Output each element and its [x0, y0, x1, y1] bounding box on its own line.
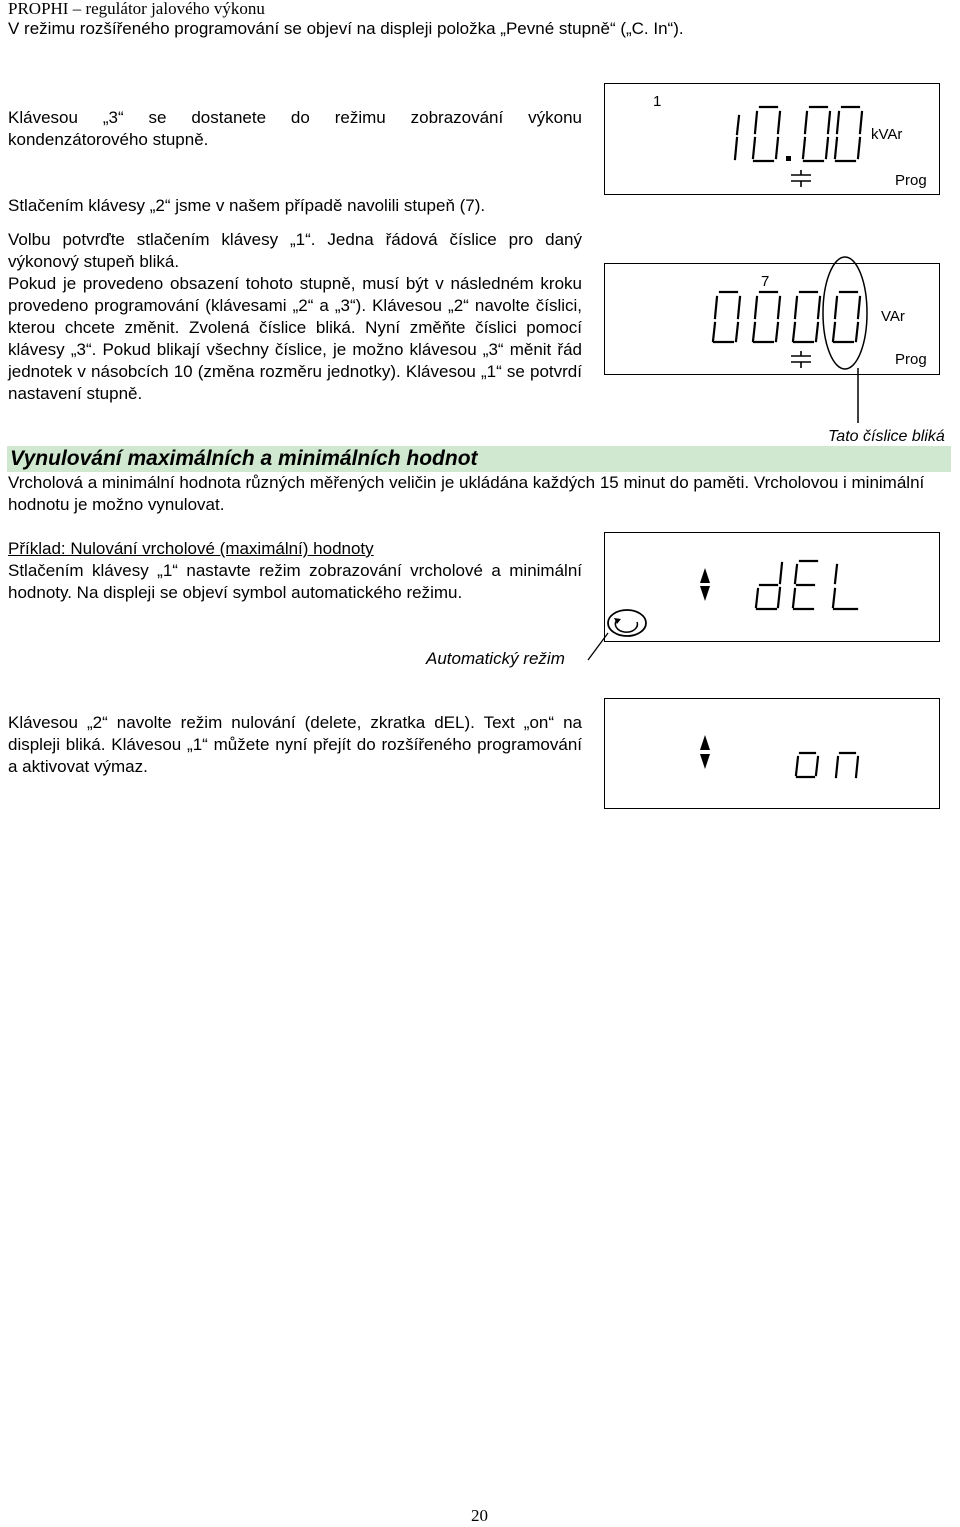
blink-highlight	[0, 0, 960, 460]
prog-label: Prog	[895, 172, 927, 189]
intro-text: V režimu rozšířeného programování se objeví na displeji položka „Pevné stupně“ („C. In“).	[8, 19, 684, 38]
page-number: 20	[471, 1506, 488, 1525]
unit-label: VAr	[881, 308, 905, 325]
blink-caption: Tato číslice bliká	[828, 428, 945, 445]
section-body: Vrcholová a minimální hodnota různých měřených veličin je ukládána každých 15 minut do paměti. Vrcholovou i minimální hodnotu je možno vynulovat.	[8, 473, 925, 514]
unit-label: kVAr	[871, 126, 903, 143]
prog-label: Prog	[895, 351, 927, 368]
seven-segment-on	[605, 699, 941, 810]
lcd-display-on	[604, 698, 940, 809]
step-number: 1	[653, 93, 662, 110]
paragraph-delete: Klávesou „2“ navolte režim nulování (delete, zkratka dEL). Text „on“ na displeji bliká. Klávesou „1“ můžete nyní přejít do rozšířeného programování a aktivovat výmaz.	[8, 713, 582, 776]
section-title: Vynulování maximálních a minimálních hodnot	[10, 447, 478, 470]
step-number: 7	[761, 273, 770, 290]
paragraph-key1: Volbu potvrďte stlačením klávesy „1“. Jedna řádová číslice pro daný výkonový stupeň bliká.	[8, 230, 582, 271]
example-text: Stlačením klávesy „1“ nastavte režim zobrazování vrcholové a minimální hodnoty. Na displeji se objeví symbol automatického režimu.	[8, 561, 582, 602]
paragraph-key3: Klávesou „3“ se dostanete do režimu zobrazování výkonu kondenzátorového stupně.	[8, 108, 582, 149]
paragraph-programming: Pokud je provedeno obsazení tohoto stupně, musí být v následném kroku provedeno programování (klávesami „2“ a „3“). Klávesou „2“ navolte číslici, kterou chcete změnit. Zvolená číslice bliká. Nyní změňte číslici pomocí klávesy „3“. Pokud blikají všechny číslice, je možno klávesou „3“ měnit řád jednotek v násobcích 10 (změna rozměru jednotky). Klávesou „1“ se potvrdí nastavení stupně.	[8, 274, 582, 403]
paragraph-key2: Stlačením klávesy „2“ jsme v našem případě navolili stupeň (7).	[8, 196, 486, 215]
example-heading: Příklad: Nulování vrcholové (maximální) hodnoty	[8, 539, 374, 558]
page-header: PROPHI – regulátor jalového výkonu	[8, 0, 265, 18]
auto-mode-caption: Automatický režim	[426, 649, 565, 668]
